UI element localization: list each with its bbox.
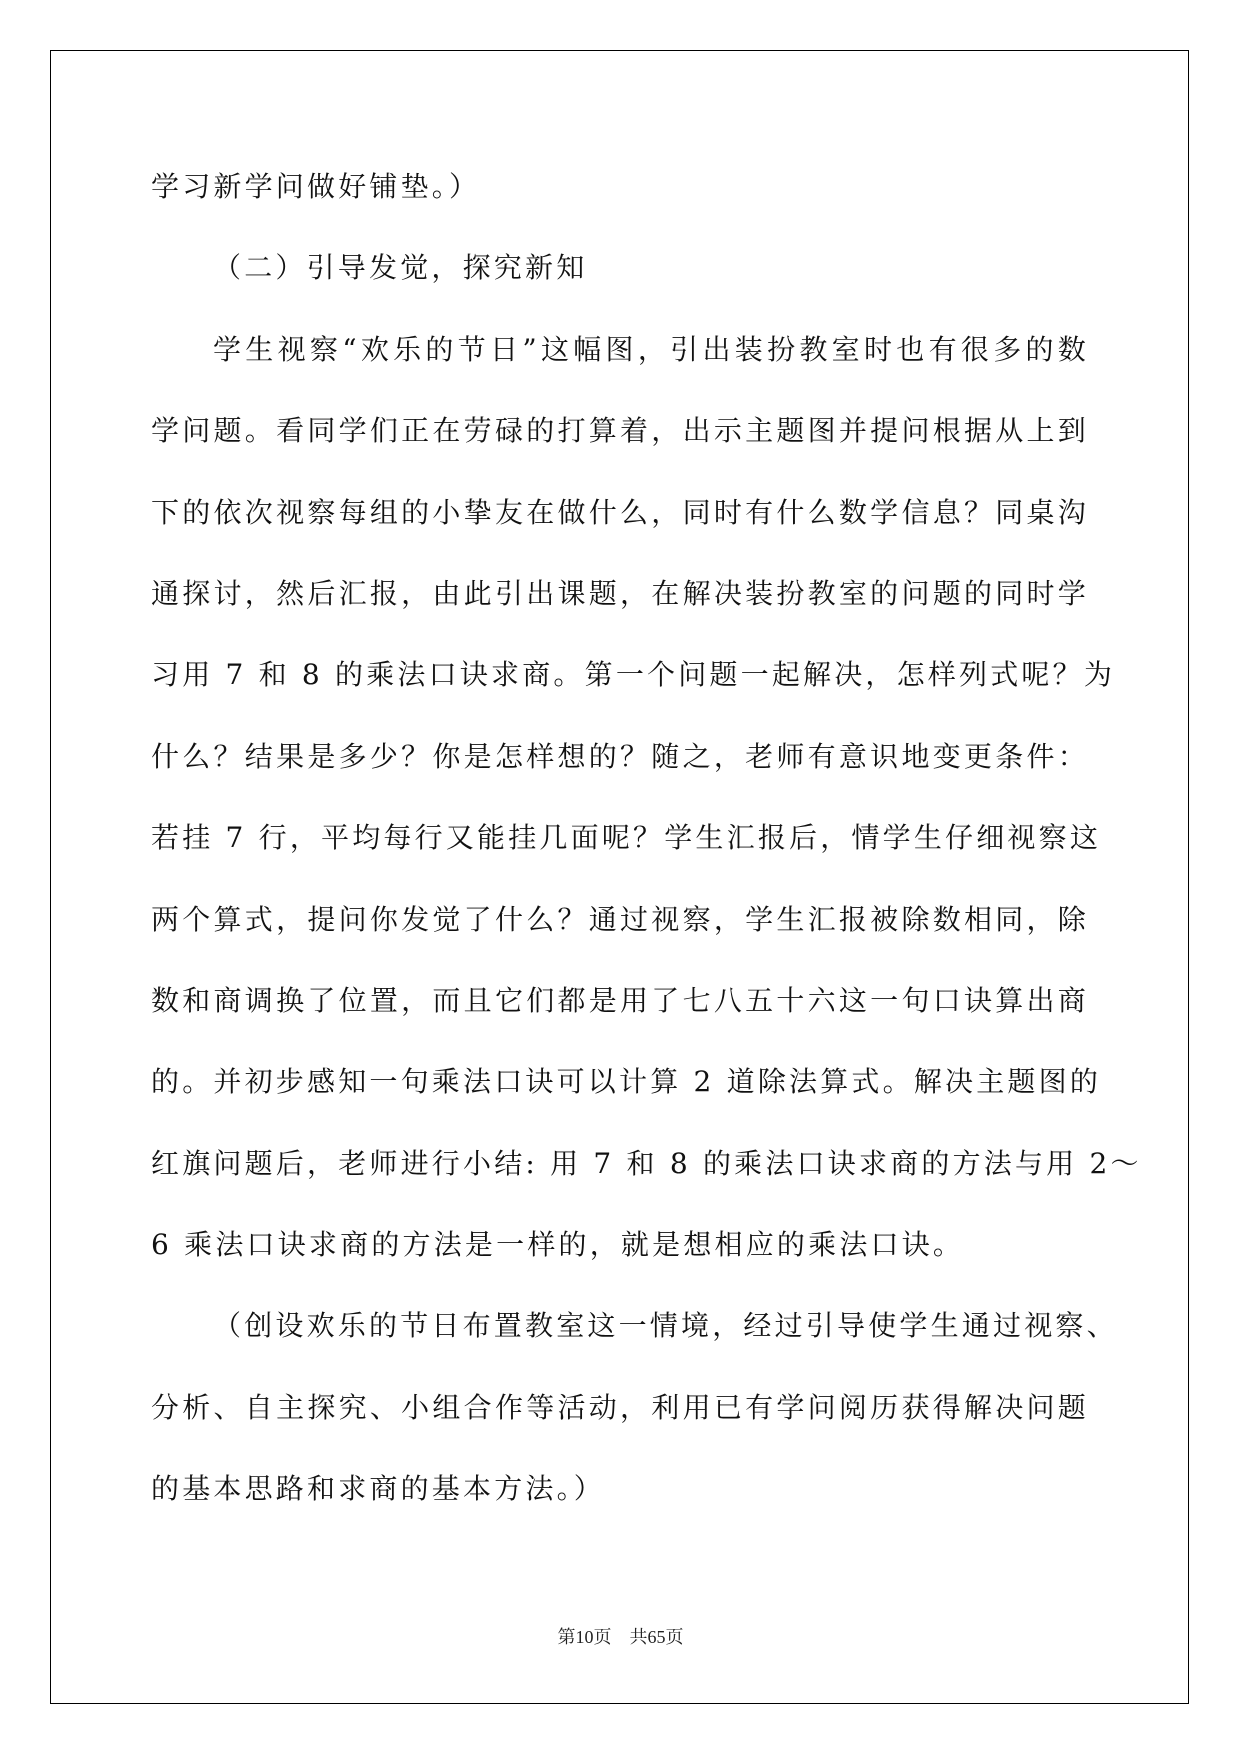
text-line: 通探讨，然后汇报，由此引出课题，在解决装扮教室的问题的同时学	[151, 576, 1089, 610]
page-footer	[0, 1625, 1241, 1649]
text-line: 分析、自主探究、小组合作等活动，利用已有学问阅历获得解决问题	[151, 1390, 1089, 1424]
text-line: 习用 7 和 8 的乘法口诀求商。第一个问题一起解决，怎样列式呢？为	[151, 658, 1116, 692]
text-line: 两个算式，提问你发觉了什么？通过视察，学生汇报被除数相同，除	[151, 902, 1089, 936]
paragraph	[151, 309, 1142, 1286]
text-line: 的基本思路和求商的基本方法。）	[151, 1472, 606, 1506]
paragraph	[151, 146, 1089, 227]
text-line: （创设欢乐的节日布置教室这一情境，经过引导使学生通过视察、	[213, 1309, 1118, 1343]
section-heading	[151, 227, 1089, 308]
total-page-count: 共65页	[629, 1627, 684, 1647]
text-line: 数和商调换了位置，而且它们都是用了七八五十六这一句口诀算出商	[151, 983, 1089, 1017]
text-line: 学问题。看同学们正在劳碌的打算着，出示主题图并提问根据从上到	[151, 414, 1089, 448]
text-line: 下的依次视察每组的小挚友在做什么，同时有什么数学信息？同桌沟	[151, 495, 1089, 529]
text-line: 学生视察“欢乐的节日”这幅图，引出装扮教室时也有很多的数	[213, 332, 1089, 366]
text-line: 若挂 7 行，平均每行又能挂几面呢？学生汇报后，情学生仔细视察这	[151, 821, 1102, 855]
text-line: 什么？结果是多少？你是怎样想的？随之，老师有意识地变更条件：	[151, 739, 1089, 773]
text-line: 6 乘法口诀求商的方法是一样的，就是想相应的乘法口诀。	[151, 1228, 965, 1262]
text-line: 的。并初步感知一句乘法口诀可以计算 2 道除法算式。解决主题图的	[151, 1065, 1102, 1099]
text-line: 学习新学问做好铺垫。）	[151, 170, 481, 203]
paragraph	[151, 1285, 1118, 1529]
text-line: （二）引导发觉，探究新知	[213, 251, 588, 285]
text-line: 红旗问题后，老师进行小结: 用 7 和 8 的乘法口诀求商的方法与用 2～	[151, 1146, 1142, 1180]
current-page-number: 第10页	[557, 1627, 612, 1647]
document-body	[151, 146, 1142, 1530]
